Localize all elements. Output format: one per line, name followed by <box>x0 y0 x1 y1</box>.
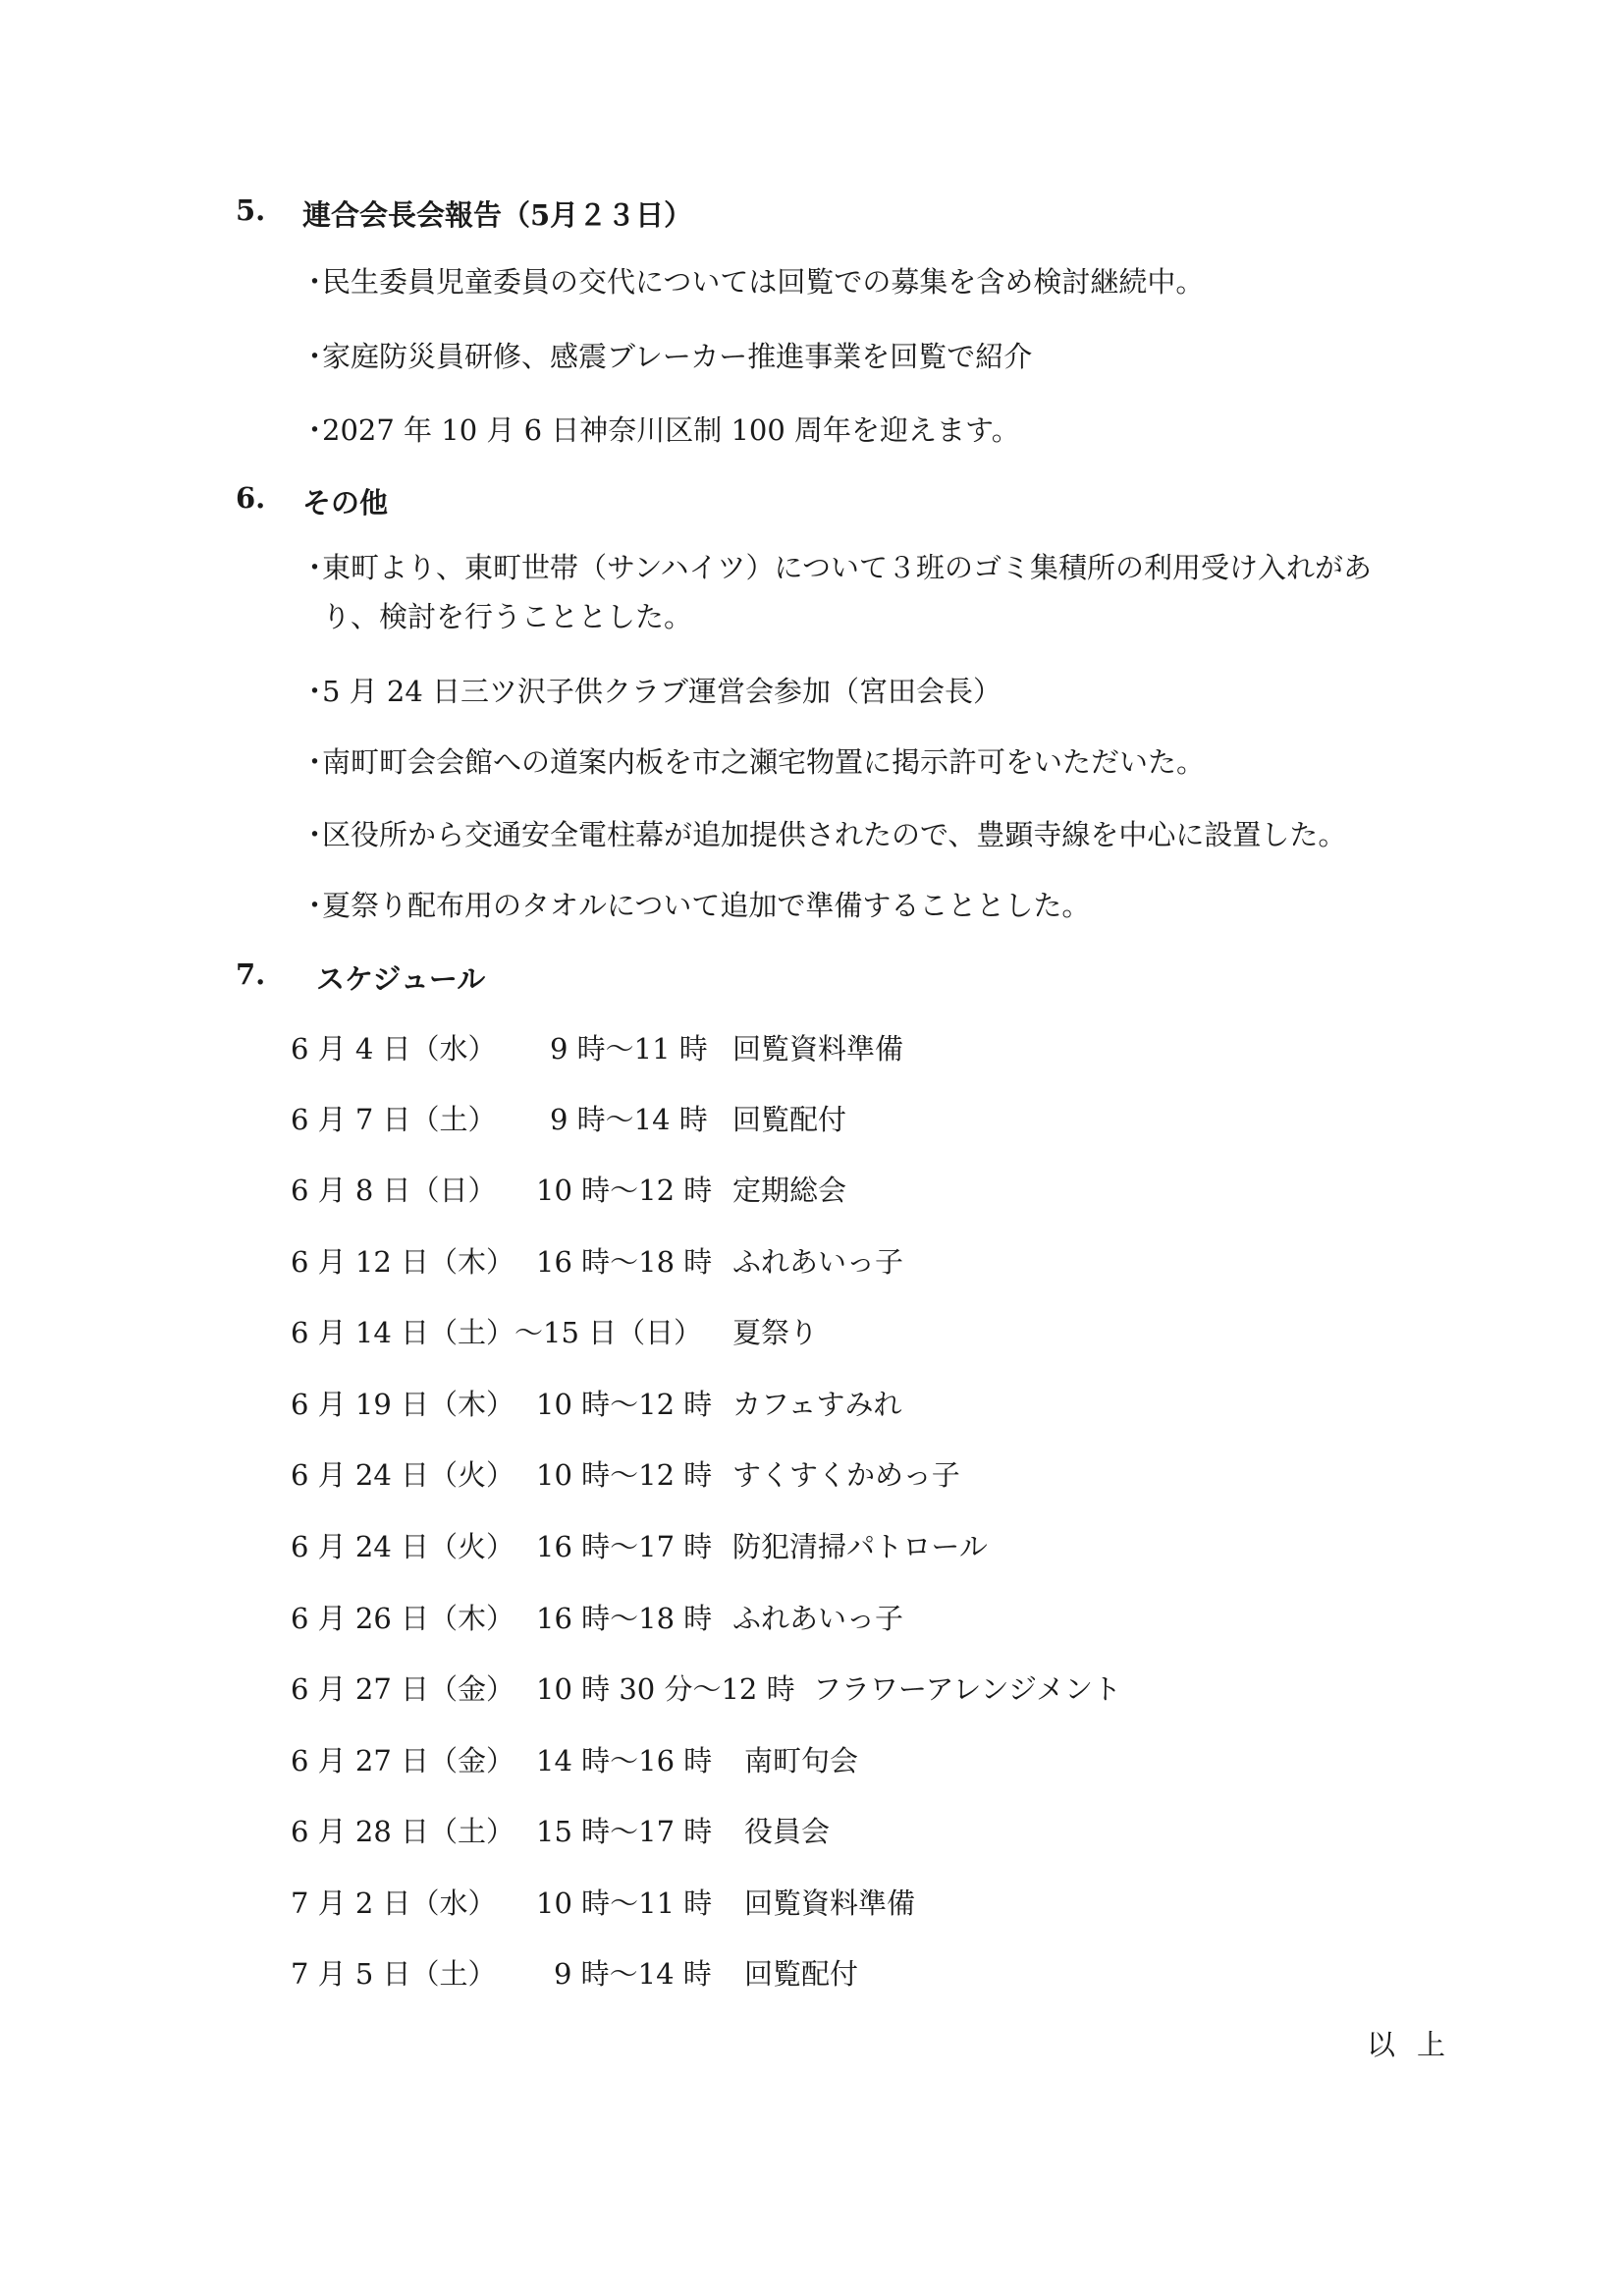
schedule-date: 6 月 4 日（水） <box>291 1032 497 1066</box>
bullet-mark: ・ <box>300 265 330 299</box>
schedule-time: 14 時〜16 時 <box>536 1744 713 1777</box>
schedule-time: 10 時 30 分〜12 時 <box>536 1672 795 1706</box>
bullet-mark: ・ <box>300 551 330 584</box>
schedule-event: 防犯清掃パトロール <box>732 1530 988 1563</box>
schedule-date: 7 月 5 日（土） <box>291 1957 497 1991</box>
schedule-date: 6 月 28 日（土） <box>291 1815 515 1848</box>
schedule-event: 回覧資料準備 <box>744 1886 916 1920</box>
bullet-mark: ・ <box>300 745 330 779</box>
schedule-date: 6 月 14 日（土）〜15 日（日） <box>291 1316 703 1349</box>
bullet-mark: ・ <box>300 818 330 851</box>
schedule-event: 役員会 <box>744 1815 831 1848</box>
schedule-time: 9 時〜14 時 <box>550 1103 708 1136</box>
schedule-event: 定期総会 <box>732 1174 847 1207</box>
schedule-event: 回覧資料準備 <box>732 1032 904 1066</box>
schedule-event: 夏祭り <box>732 1316 819 1349</box>
schedule-time: 10 時〜12 時 <box>536 1458 713 1492</box>
list-item-text: り、検討を行うこととした。 <box>322 600 693 633</box>
schedule-time: 16 時〜18 時 <box>536 1602 713 1635</box>
schedule-event: カフェすみれ <box>732 1388 902 1421</box>
schedule-event: 回覧配付 <box>744 1957 859 1991</box>
schedule-time: 10 時〜11 時 <box>536 1886 713 1920</box>
bullet-mark: ・ <box>300 889 330 922</box>
bullet-mark: ・ <box>300 413 330 447</box>
schedule-date: 6 月 27 日（金） <box>291 1672 515 1706</box>
schedule-time: 9 時〜14 時 <box>554 1957 712 1991</box>
list-item-text: 区役所から交通安全電柱幕が追加提供されたので、豊顕寺線を中心に設置した。 <box>322 818 1347 851</box>
schedule-time: 9 時〜11 時 <box>550 1032 708 1066</box>
schedule-date: 6 月 24 日（火） <box>291 1458 515 1492</box>
list-item-text: 南町町会会館への道案内板を市之瀬宅物置に掲示許可をいただいた。 <box>322 745 1206 779</box>
bullet-mark: ・ <box>300 675 330 708</box>
schedule-date: 7 月 2 日（水） <box>291 1886 497 1920</box>
schedule-time: 15 時〜17 時 <box>536 1815 713 1848</box>
schedule-date: 6 月 27 日（金） <box>291 1744 515 1777</box>
closing-mark: 以上 <box>1367 2028 1468 2061</box>
schedule-date: 6 月 7 日（土） <box>291 1103 497 1136</box>
schedule-event: 回覧配付 <box>732 1103 847 1136</box>
section-number: 5. <box>236 193 266 227</box>
schedule-event: すくすくかめっ子 <box>732 1458 960 1492</box>
schedule-date: 6 月 26 日（木） <box>291 1602 515 1635</box>
bullet-mark: ・ <box>300 340 330 373</box>
schedule-date: 6 月 8 日（日） <box>291 1174 497 1207</box>
list-item-text: 5 月 24 日三ツ沢子供クラブ運営会参加（宮田会長） <box>322 675 1002 708</box>
schedule-date: 6 月 12 日（木） <box>291 1245 515 1279</box>
schedule-time: 16 時〜17 時 <box>536 1530 713 1563</box>
schedule-time: 16 時〜18 時 <box>536 1245 713 1279</box>
list-item-text: 東町より、東町世帯（サンハイツ）について３班のゴミ集積所の利用受け入れがあ <box>322 551 1372 584</box>
section-number: 6. <box>236 481 266 515</box>
section-title: 連合会長会報告（5月２３日） <box>302 198 693 232</box>
list-item-text: 家庭防災員研修、感震ブレーカー推進事業を回覧で紹介 <box>322 340 1033 373</box>
schedule-event: 南町句会 <box>744 1744 859 1777</box>
schedule-event: フラワーアレンジメント <box>813 1672 1122 1706</box>
schedule-time: 10 時〜12 時 <box>536 1388 713 1421</box>
list-item-text: 2027 年 10 月 6 日神奈川区制 100 周年を迎えます。 <box>322 413 1020 447</box>
section-title: その他 <box>302 486 389 519</box>
list-item-text: 夏祭り配布用のタオルについて追加で準備することとした。 <box>322 889 1091 922</box>
section-title: スケジュール <box>316 962 486 996</box>
list-item-text: 民生委員児童委員の交代については回覧での募集を含め検討継続中。 <box>322 265 1205 299</box>
schedule-date: 6 月 24 日（火） <box>291 1530 515 1563</box>
schedule-event: ふれあいっ子 <box>732 1245 904 1279</box>
schedule-event: ふれあいっ子 <box>732 1602 904 1635</box>
schedule-date: 6 月 19 日（木） <box>291 1388 515 1421</box>
section-number: 7. <box>236 957 266 991</box>
schedule-time: 10 時〜12 時 <box>536 1174 713 1207</box>
